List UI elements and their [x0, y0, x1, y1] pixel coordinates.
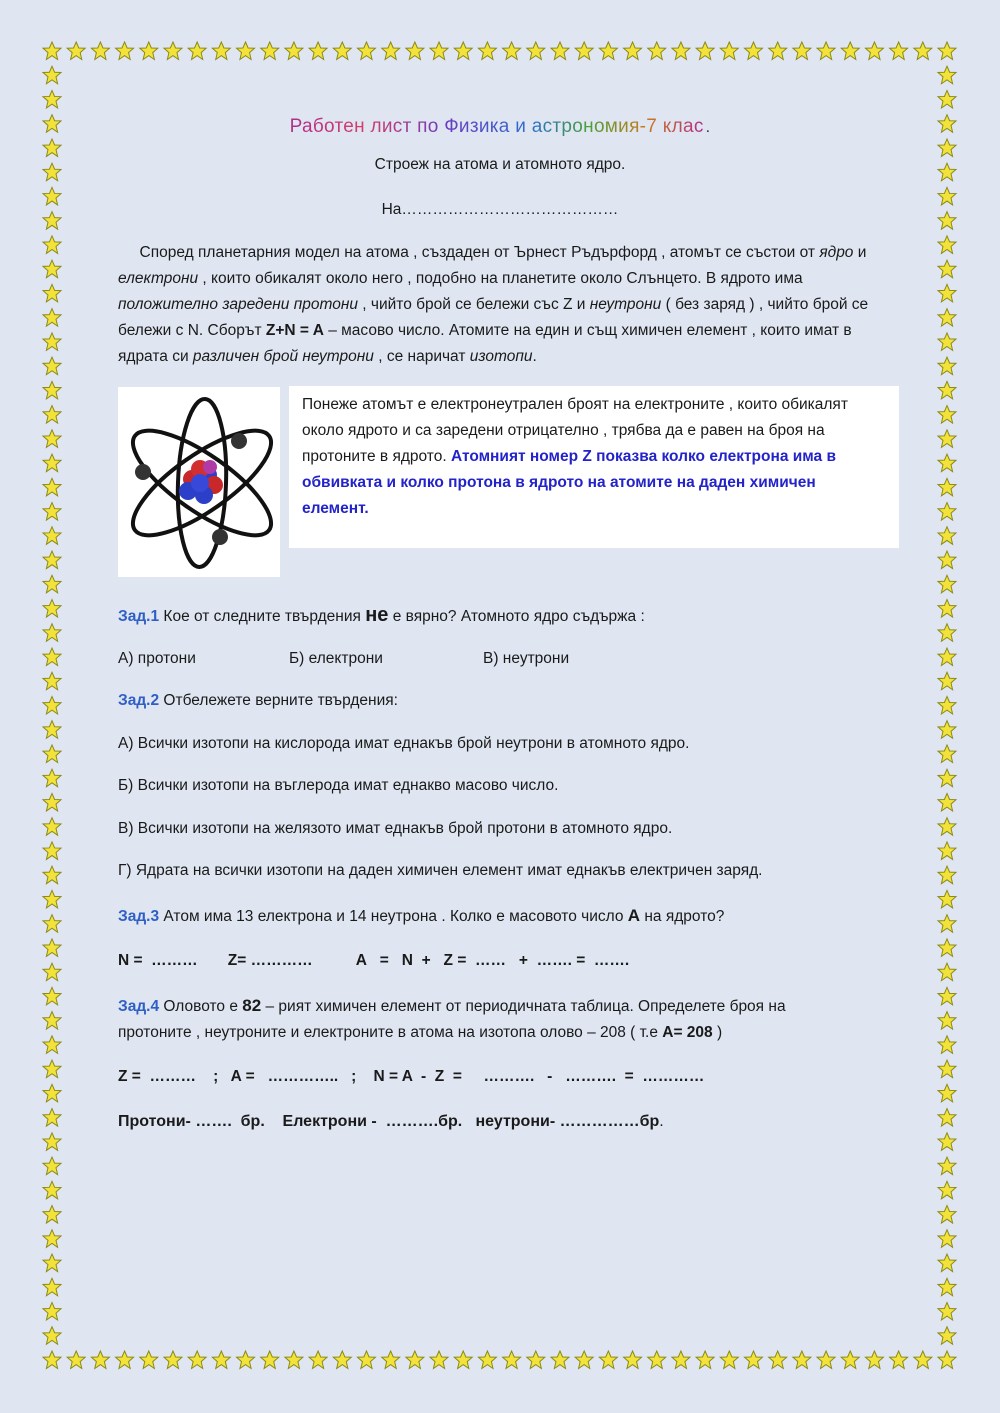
task2-item-c[interactable]: В) Всички изотопи на желязото имат еднакъв брой протони в атомното ядро. — [118, 820, 673, 837]
task2-item-b[interactable]: Б) Всички изотопи на въглерода имат еднакво масово число. — [118, 777, 559, 794]
atom-icon — [118, 387, 280, 577]
task4-question-line2: протоните , неутроните и електроните в атома на изотопа олово – 208 ( т.е А= 208 ) — [118, 1024, 723, 1041]
task4-question-line1: Зад.4 Оловото е 82 – рият химичен елемент от периодичната таблица. Определете броя на — [118, 996, 786, 1015]
atom-illustration — [118, 387, 280, 577]
task2-item-d[interactable]: Г) Ядрата на всички изотопи на даден химичен елемент имат еднакъв електричен заряд. — [118, 862, 763, 879]
task3-question: Зад.3 Атом има 13 електрона и 14 неутрона . Колко е масовото число А на ядрото? — [118, 906, 725, 925]
name-field-line[interactable]: На…………………………………… — [381, 201, 619, 218]
intro-paragraph: Според планетарния модел на атома , създаден от Ърнест Ръдърфорд , атомът се състои от ядро и електрони , които обикалят около него , подобно на планетите около Слънцето. В ядрото има положително заредени протони , чийто брой се бележи със Z и неутрони ( без заряд ) , чийто брой се бележи с N. Сборът Z+N = A – масово число. Атомите на един и същ химичен елемент , които имат в ядрата си различен брой неутрони , се наричат изотопи. — [118, 244, 869, 365]
task1-question: Зад.1 Кое от следните твърдения не е вярно? Атомното ядро съдържа : — [118, 604, 645, 626]
task1-label: Зад.1 — [118, 608, 160, 625]
info-highlight: Атомният номер Z показва колко електрона има в обвивката и колко протона в ядрото на атомите на даден химичен елемент. — [302, 448, 837, 517]
worksheet-subtitle: Строеж на атома и атомното ядро. — [374, 156, 626, 173]
task2-label: Зад.2 — [118, 692, 160, 709]
worksheet-title — [0, 116, 1000, 138]
task1-option-a[interactable]: А) протони — [118, 650, 196, 667]
title-dot: . — [705, 119, 711, 136]
task4-formula[interactable]: Z = ……… ; A = ………….. ; N = A - Z = ………. - ………. = ………… — [118, 1068, 705, 1085]
info-text: Понеже атомът е електронеутрален броят на електроните , които обикалят около ядрото и са заредени отрицателно , трябва да е равен на броя на протоните в ядрото. — [302, 396, 848, 465]
task4-answer-line[interactable]: Протони- ……. бр. Електрони - ……….бр. неутрони- ……………бр. — [118, 1113, 664, 1130]
info-box — [289, 386, 899, 548]
task3-formula[interactable]: N = ……… Z= ………… А = N + Z = …… + ……. = ……. — [118, 952, 630, 969]
task2-item-a[interactable]: А) Всички изотопи на кислорода имат еднакъв брой неутрони в атомното ядро. — [118, 735, 690, 752]
task1-option-c[interactable]: В) неутрони — [483, 650, 570, 667]
title-text: Работен лист по Физика и астрономия-7 клас — [289, 116, 704, 137]
task3-label: Зад.3 — [118, 908, 160, 925]
task1-option-b[interactable]: Б) електрони — [289, 650, 383, 667]
task2-question: Зад.2 Отбележете верните твърдения: — [118, 692, 398, 709]
task4-label: Зад.4 — [118, 998, 160, 1015]
